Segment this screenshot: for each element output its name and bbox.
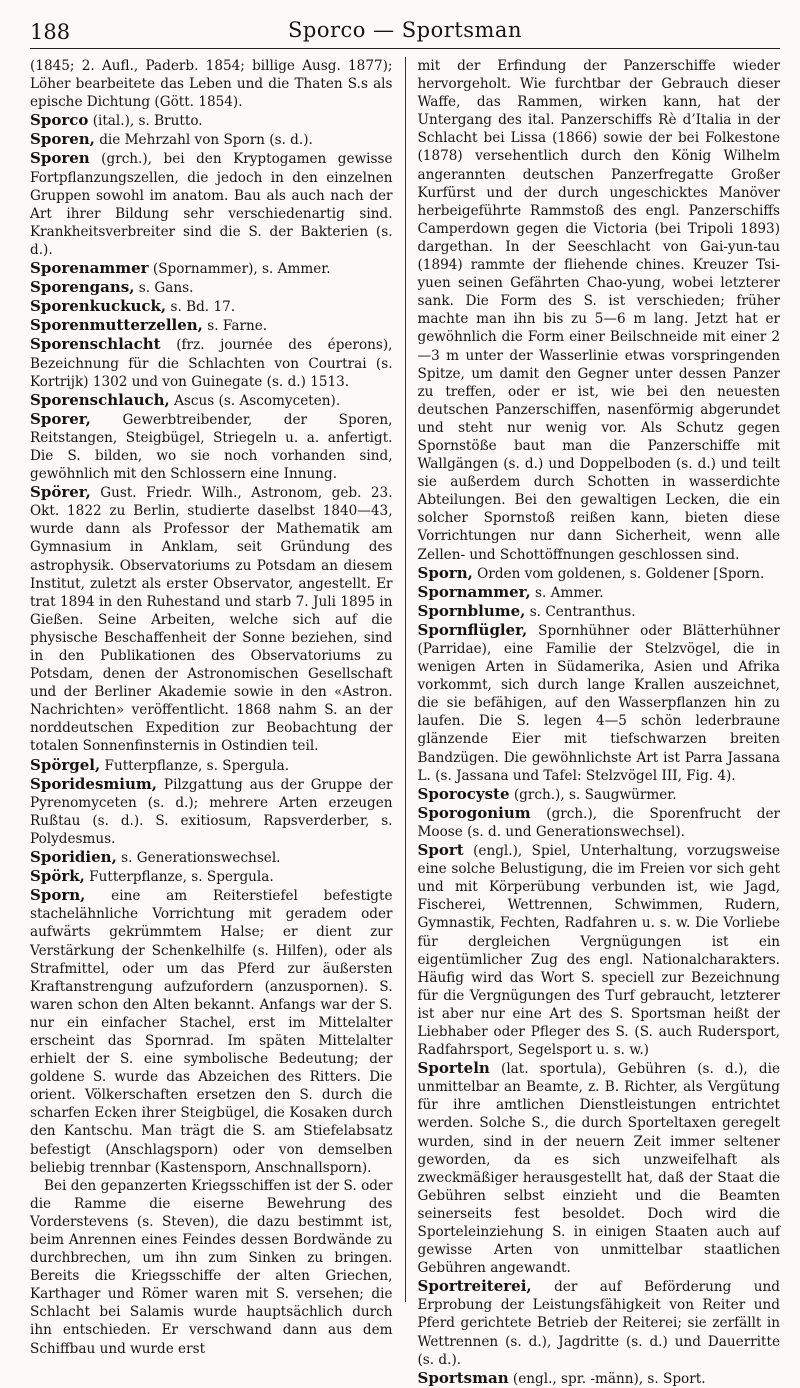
entry-headword: Sporer, [30,409,91,428]
entry-text: s. Farne. [202,318,268,335]
entry-text: Gust. Friedr. Wilh., Astronom, geb. 23. Okt. 1822 zu Berlin, studierte daselbst 1840—43, wurde dann als Professor der Mathematik am Gymnasium in Anklam, seit Gründung des astrophysik. Observatoriums zu Potsdam an diesem Institut, zuletzt als erster Observator, angestellt. Er trat 1894 in den Ruhestand und starb 7. Juli 1895 in Gießen. Seine Arbeiten, welche sich auf die physische Beschaffenheit der Sonne beziehen, sind in den Publikationen des Observatoriums zu Potsdam, denen der Astronomischen Gesellschaft und der Berliner Akademie sowie in den «Astron. Nachrichten» veröffentlicht. 1868 nahm S. an der norddeutschen Expedition zur Beobachtung der totalen Sonnenfinsternis in Ostindien teil. [30,485,393,755]
entry-text: s. Generationswechsel. [116,850,281,867]
entry-text: Ascus (s. Ascomyceten). [169,392,341,409]
entry-headword: Sporen, [30,130,95,149]
entry-text: (grch.), s. Saugwürmer. [509,786,677,803]
entry-text: (ital.), s. Brutto. [88,113,203,130]
entry-text: Futterpflanze, s. Spergula. [100,757,290,774]
entry-headword: Sporco [30,111,89,130]
entry-text: eine am Reiterstiefel befestigte stachelähnliche Vorrichtung mit geradem oder aufwärts gekrümmtem Halse; er dient zur Verstärkung der Schenkelhilfe (s. Hilfen), oder als Strafmittel, oder um das Pferd zur äußersten Kraftanstrengung aufzufordern (anzuspornen). S. waren schon den Alten bekannt. Anfangs war der S. nur ein einfacher Stachel, erst im Mittelalter erscheint das Spornrad. Im späten Mittelalter erhielt der S. eine symbolische Bedeutung; der goldene S. wurde das Abzeichen des Ritters. Die orient. Völkerschaften ersetzen den S. durch die scharfen Ecken ihrer Steigbügel, die Kosaken durch den Kantschu. Man trägt die S. am Stiefelabsatz befestigt (Anschlagsporn) oder von demselben beliebig trennbar (Kastensporn, Anschnallsporn). [30,888,393,1176]
dictionary-entry [30,297,393,316]
entry-headword: Sporn, [417,563,473,582]
entry-text: (1845; 2. Aufl., Paderb. 1854; billige Ausg. 1877); Löher bearbeitete das Leben und die Thaten S.s als epische Dichtung (Gött. 1854). [30,58,393,111]
entry-text: (frz. journée des éperons), Bezeichnung für die Schlachten von Courtrai (s. Kortrijk) 1302 und von Guinegate (s. d.) 1513. [30,337,393,390]
left-column [30,57,403,1357]
dictionary-entry [418,841,781,1059]
entry-text: Gewerbtreibender, der Sporen, Reitstangen, Steigbügel, Striegeln u. a. anfertigt. Die S. bilden, wo sie noch vorhanden sind, gewöhnlich mit den Schlossern eine Innung. [30,411,393,483]
entry-headword: Spörgel, [30,755,101,774]
entry-headword: Spörk, [30,867,85,886]
dictionary-entry [30,1177,393,1358]
dictionary-entry [30,867,393,886]
dictionary-entry [30,57,393,111]
text-columns [30,57,781,1387]
running-head: Sporco — Sportsman [288,18,522,42]
dictionary-entry [418,583,781,602]
dictionary-entry [30,278,393,297]
dictionary-entry [418,804,781,841]
dictionary-entry [418,1277,781,1368]
entry-text: Pilzgattung aus der Gruppe der Pyrenomyceten (s. d.); mehrere Arten erzeugen Rußtau (s. d.). S. exitiosum, Rapsverderber, s. Polydesmus. [30,776,393,847]
entry-text: Spornhühner oder Blätterhühner (Parridae), eine Familie der Stelzvögel, die in wenigen Arten in Südamerika, Asien und Afrika vorkommt, sich durch lange Krallen auszeichnet, die sie befähigen, auf den Wasserpflanzen hin zu laufen. Die S. legen 4—5 schön lederbraune glänzende Eier mit tiefschwarzen breiten Bandzügen. Die gewöhnlichste Art ist Parra Jassana L. (s. Jassana und Tafel: Stelzvögel III, Fig. 4). [417,622,781,784]
entry-text: (grch.), die Sporenfrucht der Moose (s. d. und Generationswechsel). [417,805,781,840]
dictionary-entry [30,410,393,483]
entry-headword: Sporogonium [417,803,531,822]
entry-headword: Spornflügler, [417,620,528,639]
entry-headword: Sporenmutterzellen, [30,316,203,335]
column-divider [405,57,406,1302]
entry-text: Futterpflanze, s. Spergula. [84,869,274,886]
entry-text: der auf Beförderung und Erprobung der Leistungsfähigkeit von Reiter und Pferd gerichtete Betrieb der Reiterei; sie zerfällt in Wettrennen (s. d.), Jagdritte (s. d.) und Dauerritte (s. d.). [417,1279,781,1368]
dictionary-entry [418,1059,781,1277]
dictionary-entry [30,391,393,410]
entry-text: Orden vom goldenen, s. Goldener [Sporn. [472,565,765,582]
entry-headword: Sporen [30,149,90,168]
dictionary-entry [30,259,393,278]
entry-headword: Spornblume, [417,601,526,620]
entry-headword: Sporidesmium, [30,774,157,793]
entry-headword: Sporenschlacht [30,335,161,354]
entry-headword: Sporocyste [417,784,510,803]
entry-headword: Sporenammer [30,259,149,278]
entry-headword: Sportreiterei, [417,1277,532,1296]
entry-text: (Spornammer), s. Ammer. [148,261,331,278]
entry-headword: Sporidien, [30,848,117,867]
dictionary-entry [418,57,781,564]
dictionary-entry [30,775,393,848]
entry-headword: Sporteln [417,1059,490,1078]
entry-text: (engl.), Spiel, Unterhaltung, vorzugsweise eine solche Belustigung, die im Freien vor sich geht und mit Körperübung verbunden ist, wie Jagd, Fischerei, Wettrennen, Schwimmen, Rudern, Gymnastik, Fechten, Radfahren u. s. w. Die Vorliebe für dergleichen Vergnügungen ist ein eigentümlicher Zug des engl. Nationalcharakters. Häufig wird das Wort S. speciell zur Bezeichnung für die Vergnügungen des Turf gebraucht, letzterer ist aber nur eine Art des S. Sportsman heißt der Liebhaber oder Pfleger des S. (S. auch Rudersport, Radfahrsport, Segelsport u. s. w.) [417,843,781,1059]
dictionary-entry [30,316,393,335]
dictionary-entry [30,149,393,259]
page-header [30,14,780,49]
entry-text: (lat. sportula), Gebühren (s. d.), die unmittelbar an Beamte, z. B. Richter, als Vergütung für ihre amtlichen Dienstleistungen entrichtet werden. Solche S., die durch Sporteltaxen geregelt wurden, sind in der neuern Zeit immer seltener geworden, da es sich unzweifelhaft als zweckmäßiger herausgestellt hat, daß der Staat die Gebühren selbst einzieht und die Beamten seinerseits fest besoldet. Doch wird die Sporteleinziehung S. in einigen Staaten auch auf gewisse Arten von unmittelbar staatlichen Gebühren angewandt. [417,1061,781,1277]
page-number: 188 [30,20,71,44]
dictionary-entry [418,1369,781,1388]
right-column [408,57,781,1387]
dictionary-entry [418,621,781,785]
dictionary-entry [30,848,393,867]
entry-text: (grch.), bei den Kryptogamen gewisse Fortpflanzungszellen, die jedoch in den einzelnen Gruppen sowohl im anatom. Bau als auch nach der Art ihrer Bildung sehr verschiedenartig sind. Krankheitsverbreiter sind die S. der Bakterien (s. d.). [30,151,393,258]
dictionary-entry [30,335,393,390]
entry-text: die Mehrzahl von Sporn (s. d.). [94,132,313,149]
entry-text: Bei den gepanzerten Kriegsschiffen ist der S. oder die Ramme die eiserne Bewehrung des Vorderstevens (s. Steven), die dazu bestimmt ist, beim Anrennen eines Feindes dessen Bordwände zu durchbrechen, um ihn zum Sinken zu bringen. Bereits die Kriegsschiffe der alten Griechen, Karthager und Römer waren mit S. versehen; die Schlacht bei Salamis wurde hauptsächlich durch ihn entschieden. Er verschwand dann aus dem Schiffbau und wurde erst [30,1177,393,1357]
dictionary-entry [30,886,393,1177]
dictionary-entry [30,130,393,149]
dictionary-entry [30,483,393,755]
dictionary-entry [418,785,781,804]
entry-text: s. Gans. [134,280,194,297]
entry-text: (engl., spr. -männ), s. Sport. [508,1370,706,1387]
entry-headword: Spörer, [30,483,91,502]
dictionary-entry [418,602,781,621]
entry-headword: Sporn, [30,886,86,905]
entry-headword: Sporenkuckuck, [30,297,167,316]
dictionary-entry [418,564,781,583]
entry-text: s. Centranthus. [525,603,636,620]
entry-text: s. Ammer. [530,584,604,601]
entry-text: s. Bd. 17. [166,299,236,316]
dictionary-entry [30,111,393,130]
entry-headword: Spornammer, [417,582,531,601]
entry-headword: Sporengans, [30,278,135,297]
entry-text: mit der Erfindung der Panzerschiffe wieder hervorgeholt. Wie furchtbar der Gebrauch dieser Waffe, das Rammen, wirken kann, hat der Untergang des ital. Panzerschiffs Rè d’Italia in der Schlacht bei Lissa (1866) sowie der bei Folkestone (1878) versehentlich durch den König Wilhelm angerannten deutschen Panzerfregatte Großer Kurfürst und der durch ungeschicktes Manöver herbeigeführte Rammstoß des engl. Panzerschiffs Camperdown gegen die Victoria (bei Tripoli 1893) dargethan. In der Seeschlacht von Gai-yun-tau (1894) rammte der fliehende chines. Kreuzer Tsi-yuen seinen Gefährten Chao-yung, wobei letzterer sank. Die Form des S. ist verschieden; früher machte man ihn bis zu 5—6 m lang. Jetzt hat er gewöhnlich die Form einer Beilschneide mit einer 2—3 m unter der Wasserlinie etwas vorspringenden Spitze, um damit den Gegner unter dessen Panzer zu treffen, oder er ist, wie bei den neuesten deutschen Panzerschiffen, nasenförmig abgerundet und steht nur wenig vor. Als Schutz gegen Spornstöße baut man die Panzerschiffe mit Wallgängen (s. d.) und Doppelboden (s. d.) und teilt sie außerdem durch Schotten in wasserdichte Abteilungen. Bei den gewaltigen Lecken, die ein solcher Spornstoß reißen kann, bieten diese Vorrichtungen nur dann Sicherheit, wenn alle Zellen- und Schottöffnungen geschlossen sind. [417,58,781,563]
dictionary-entry [30,756,393,775]
entry-headword: Sporenschlauch, [30,390,170,409]
entry-headword: Sport [417,841,464,860]
entry-headword: Sportsman [417,1368,509,1387]
